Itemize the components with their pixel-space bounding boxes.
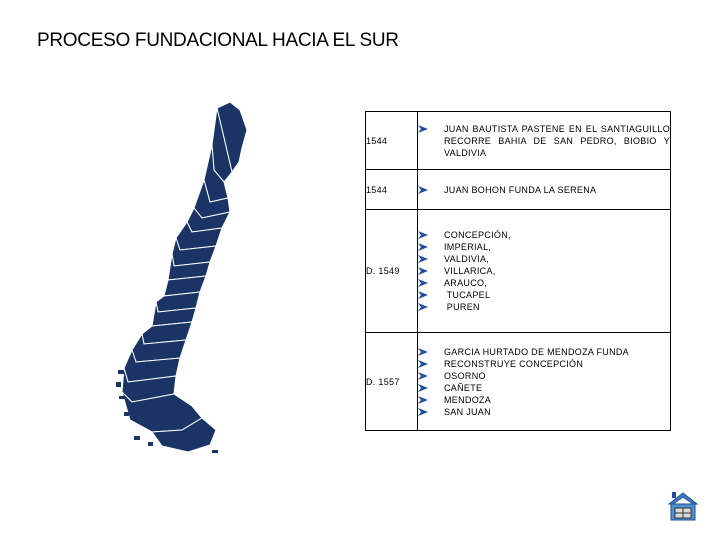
arrow-bullet-icon xyxy=(418,396,428,404)
chile-map xyxy=(92,100,302,460)
arrow-bullet-icon xyxy=(418,303,428,311)
list-item: VALDIVIA, xyxy=(418,253,670,265)
arrow-bullet-icon xyxy=(418,243,428,251)
arrow-bullet-icon xyxy=(418,267,428,275)
list-item: SAN JUAN xyxy=(418,406,670,418)
list-item: MENDOZA xyxy=(418,394,670,406)
table-row xyxy=(366,112,671,170)
list-item: PUREN xyxy=(418,301,670,313)
arrow-bullet-icon xyxy=(418,125,428,133)
description-cell xyxy=(418,112,671,170)
arrow-bullet-icon xyxy=(418,255,428,263)
list-item: TUCAPEL xyxy=(418,289,670,301)
list-item: RECONSTRUYE CONCEPCIÓN xyxy=(418,358,670,370)
arrow-bullet-icon xyxy=(418,408,428,416)
list-item: JUAN BOHON FUNDA LA SERENA xyxy=(418,184,670,196)
date-cell: 1544 xyxy=(366,112,418,170)
list-item: GARCIA HURTADO DE MENDOZA FUNDA xyxy=(418,346,670,358)
description-cell xyxy=(418,210,671,333)
arrow-bullet-icon xyxy=(418,291,428,299)
table-row xyxy=(366,170,671,210)
timeline-table xyxy=(365,111,671,431)
list-item: CONCEPCIÓN, xyxy=(418,229,670,241)
list-item: JUAN BAUTISTA PASTENE EN EL SANTIAGUILLO RECORRE BAHIA DE SAN PEDRO, BIOBIO Y VALDIVIA xyxy=(418,123,670,159)
date-cell: 1544 xyxy=(366,170,418,210)
arrow-bullet-icon xyxy=(418,360,428,368)
page-title: PROCESO FUNDACIONAL HACIA EL SUR xyxy=(37,30,399,51)
arrow-bullet-icon xyxy=(418,384,428,392)
description-cell xyxy=(418,170,671,210)
home-icon[interactable] xyxy=(667,490,699,522)
arrow-bullet-icon xyxy=(418,372,428,380)
arrow-bullet-icon xyxy=(418,231,428,239)
arrow-bullet-icon xyxy=(418,279,428,287)
list-item: VILLARICA, xyxy=(418,265,670,277)
table-row xyxy=(366,333,671,431)
table-row xyxy=(366,210,671,333)
date-cell: D. 1549 xyxy=(366,210,418,333)
date-cell: D. 1557 xyxy=(366,333,418,431)
arrow-bullet-icon xyxy=(418,348,428,356)
description-cell xyxy=(418,333,671,431)
arrow-bullet-icon xyxy=(418,186,428,194)
list-item: ARAUCO, xyxy=(418,277,670,289)
list-item: IMPERIAL, xyxy=(418,241,670,253)
list-item: OSORNO xyxy=(418,370,670,382)
list-item: CAÑETE xyxy=(418,382,670,394)
